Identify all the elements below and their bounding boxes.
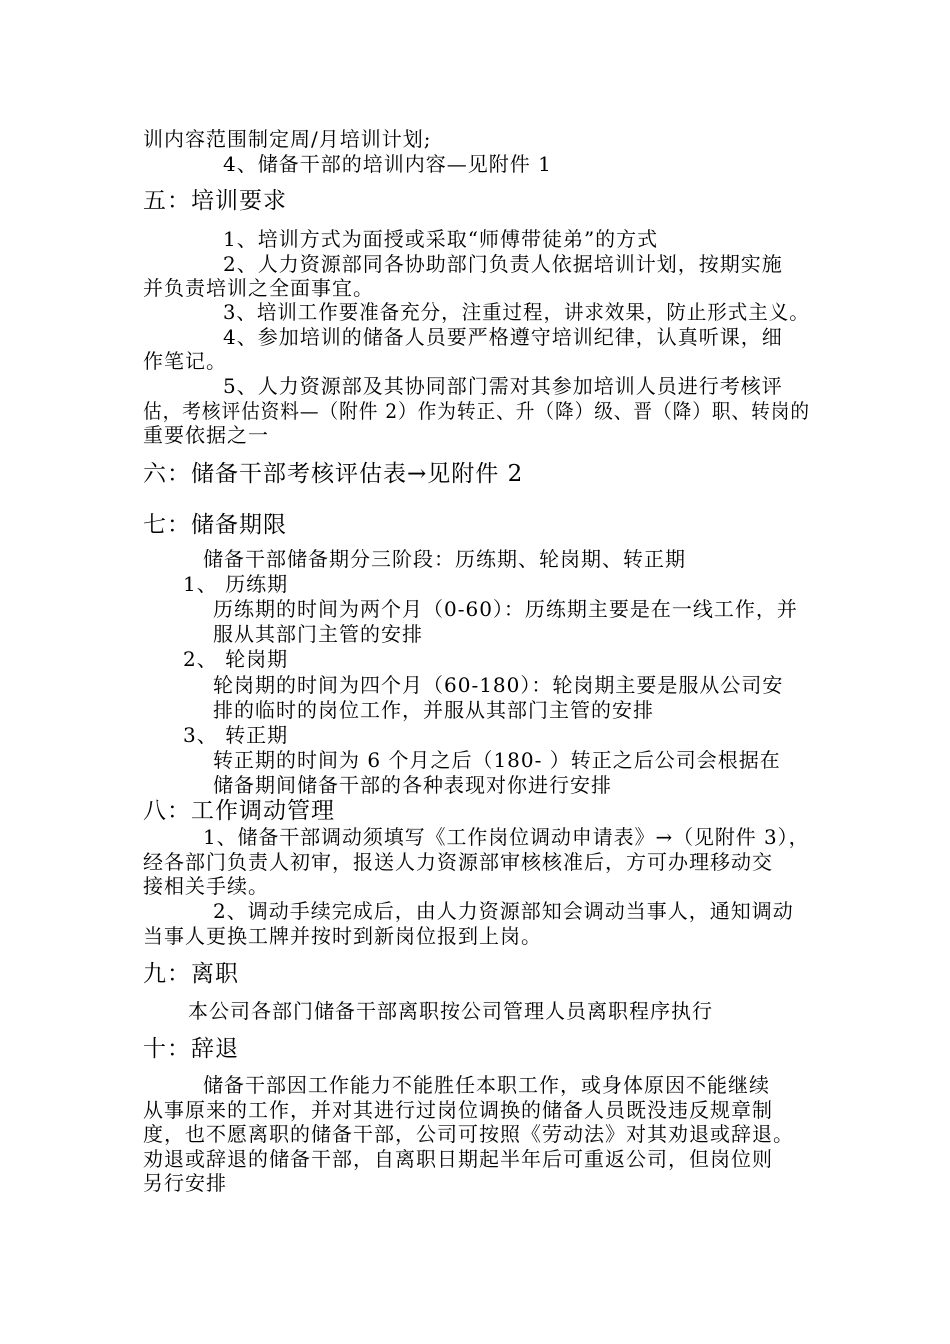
text-line: 训内容范围制定周/月培训计划; [143,127,432,151]
text-line: 2、调动手续完成后，由人力资源部知会调动当事人，通知调动 [213,899,794,923]
text-line: 储备期间储备干部的各种表现对你进行安排 [213,773,612,797]
text-line: 另行安排 [143,1171,227,1195]
text-line: 从事原来的工作，并对其进行过岗位调换的储备人员既没违反规章制 [143,1098,773,1122]
text-line: 2、人力资源部同各协助部门负责人依据培训计划，按期实施 [223,252,783,276]
text-line: 估，考核评估资料—（附件 2）作为转正、升（降）级、晋（降）职、转岗的 [143,399,810,423]
section-heading: 十：辞退 [143,1036,239,1062]
text-line: 1、储备干部调动须填写《工作岗位调动申请表》→（见附件 3）， [203,825,810,849]
text-line: 轮岗期的时间为四个月（60-180）：轮岗期主要是服从公司安 [213,673,784,697]
text-line: 3、 转正期 [183,723,289,747]
text-line: 重要依据之一 [143,423,269,447]
section-heading: 九：离职 [143,961,239,987]
text-line: 经各部门负责人初审，报送人力资源部审核核准后，方可办理移动交 [143,850,773,874]
text-line: 1、 历练期 [183,572,289,596]
text-line: 并负责培训之全面事宜。 [143,276,374,300]
text-line: 度，也不愿离职的储备干部，公司可按照《劳动法》对其劝退或辞退。 [143,1122,794,1146]
text-line: 历练期的时间为两个月（0-60）：历练期主要是在一线工作，并 [213,597,798,621]
text-line: 4、参加培训的储备人员要严格遵守培训纪律，认真听课，细 [223,325,783,349]
section-heading: 七：储备期限 [143,512,287,538]
text-line: 1、培训方式为面授或采取“师傅带徒弟”的方式 [223,227,659,251]
text-line: 排的临时的岗位工作，并服从其部门主管的安排 [213,698,654,722]
text-line: 3、培训工作要准备充分，注重过程，讲求效果，防止形式主义。 [223,300,810,324]
section-heading: 八：工作调动管理 [143,798,335,824]
section-heading: 六：储备干部考核评估表→见附件 2 [143,461,524,487]
text-line: 储备干部储备期分三阶段：历练期、轮岗期、转正期 [203,547,686,571]
text-line: 4、储备干部的培训内容—见附件 1 [223,152,552,176]
text-line: 储备干部因工作能力不能胜任本职工作，或身体原因不能继续 [203,1073,770,1097]
text-line: 劝退或辞退的储备干部，自离职日期起半年后可重返公司，但岗位则 [143,1147,773,1171]
text-line: 服从其部门主管的安排 [213,622,423,646]
text-line: 本公司各部门储备干部离职按公司管理人员离职程序执行 [188,999,713,1023]
text-line: 作笔记。 [143,349,227,373]
text-line: 2、 轮岗期 [183,647,289,671]
text-line: 转正期的时间为 6 个月之后（180- ）转正之后公司会根据在 [213,748,781,772]
text-line: 接相关手续。 [143,874,269,898]
section-heading: 五：培训要求 [143,188,287,214]
text-line: 5、人力资源部及其协同部门需对其参加培训人员进行考核评 [223,374,783,398]
text-line: 当事人更换工牌并按时到新岗位报到上岗。 [143,924,542,948]
